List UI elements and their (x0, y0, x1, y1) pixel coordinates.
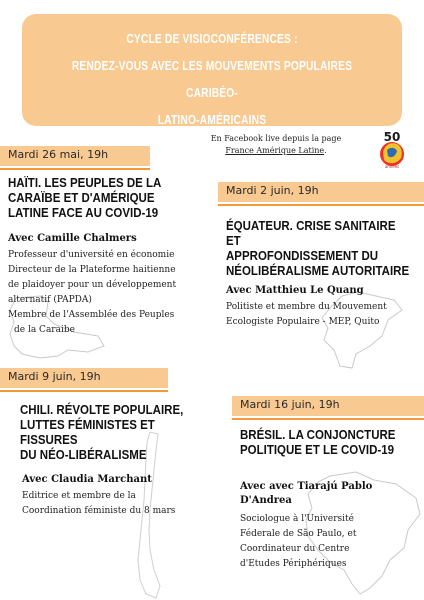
event-1-desc-line-4: alternatif (PAPDA) (8, 295, 92, 305)
event-4-speaker-line-1: Avec avec Tiarajú Pablo (240, 481, 373, 492)
event-2-description (226, 300, 416, 330)
event-3-title (20, 403, 204, 463)
event-4-desc-line-3: Coordinateur du Centre (240, 544, 350, 554)
header-title (56, 26, 368, 134)
header-line-3: LATINO-AMÉRICAINS (157, 113, 267, 127)
event-4-speaker (240, 480, 420, 508)
event-1-title (8, 176, 201, 221)
event-2-speaker: Avec Matthieu Le Quang (226, 285, 364, 296)
event-2-title (226, 219, 410, 279)
event-3-desc-line-1: Editrice et membre de la (22, 491, 136, 501)
event-4-desc-line-4: d'Etudes Périphériques (240, 559, 347, 569)
event-3-title-line-3: DU NÉO-LIBÉRALISME (20, 448, 147, 462)
event-4-divider (232, 418, 424, 420)
header-line-1: CYCLE DE VISIOCONFÉRENCES : (126, 32, 298, 46)
header-line-2: RENDEZ-VOUS AVEC LES MOUVEMENTS POPULAIRES CARIBÉO- (71, 59, 353, 100)
event-2-desc-line-2: Ecologiste Populaire - MEP, Quito (226, 317, 380, 327)
event-3-speaker: Avec Claudia Marchant (22, 474, 152, 485)
logo-caption: années (384, 164, 400, 169)
event-1-divider (0, 168, 150, 170)
event-1-desc-line-3: de plaidoyer pour un développement (8, 280, 177, 290)
event-4-desc-line-2: Féderale de São Paulo, et (240, 529, 357, 539)
facebook-live-note (188, 133, 364, 157)
event-1-speaker: Avec Camille Chalmers (8, 233, 137, 244)
event-4-date: Mardi 16 juin, 19h (240, 398, 340, 411)
event-1-title-line-3: LATINE FACE AU COVID-19 (8, 206, 159, 220)
event-3-date: Mardi 9 juin, 19h (8, 370, 101, 383)
event-4-title-line-2: POLITIQUE ET LE COVID-19 (240, 443, 394, 457)
facebook-note-text: En Facebook live depuis la page (210, 134, 342, 143)
event-2-title-line-2: APPROFONDISSEMENT DU (226, 249, 379, 263)
event-1-title-line-1: HAÏTI. LES PEUPLES DE LA (8, 176, 162, 190)
event-4-title-line-1: BRÉSIL. LA CONJONCTURE (240, 428, 396, 442)
event-4-title (240, 428, 406, 458)
event-1-title-line-2: CARAÏBE ET D'AMÉRIQUE (8, 191, 155, 205)
event-1-date: Mardi 26 mai, 19h (8, 148, 109, 161)
event-2-divider (218, 204, 424, 206)
event-1-desc-line-6: de la Caraibe (14, 325, 75, 335)
event-1-desc-line-5: Membre de l'Assemblée des Peuples (8, 310, 175, 320)
facebook-page-link[interactable]: France Amérique Latine (225, 146, 325, 155)
facebook-note-period: . (324, 146, 327, 155)
event-2-date: Mardi 2 juin, 19h (226, 184, 319, 197)
event-2-desc-line-1: Politiste et membre du Mouvement (226, 302, 387, 312)
logo-number: 50 (383, 130, 401, 144)
event-3-title-line-2: LUTTES FÉMINISTES ET FISSURES (20, 418, 155, 447)
event-3-divider (0, 390, 168, 392)
event-2-title-line-1: ÉQUATEUR. CRISE SANITAIRE ET (226, 219, 396, 248)
event-4-description (240, 512, 420, 572)
event-1-description (8, 248, 213, 338)
event-3-description (22, 489, 222, 519)
event-1-desc-line-2: Directeur de la Plateforme haitienne (8, 265, 176, 275)
france-amerique-latine-50-years-logo (371, 130, 411, 170)
event-1-desc-line-1: Professeur d'université en économie (8, 250, 175, 260)
event-4-desc-line-1: Sociologue à l'Université (240, 514, 354, 524)
event-2-title-line-3: NÉOLIBÉRALISME AUTORITAIRE (226, 264, 410, 278)
event-4-speaker-line-2: D'Andrea (240, 495, 292, 506)
event-3-title-line-1: CHILI. RÉVOLTE POPULAIRE, (20, 403, 184, 417)
event-3-desc-line-2: Coordination féministe du 8 mars (22, 506, 176, 516)
